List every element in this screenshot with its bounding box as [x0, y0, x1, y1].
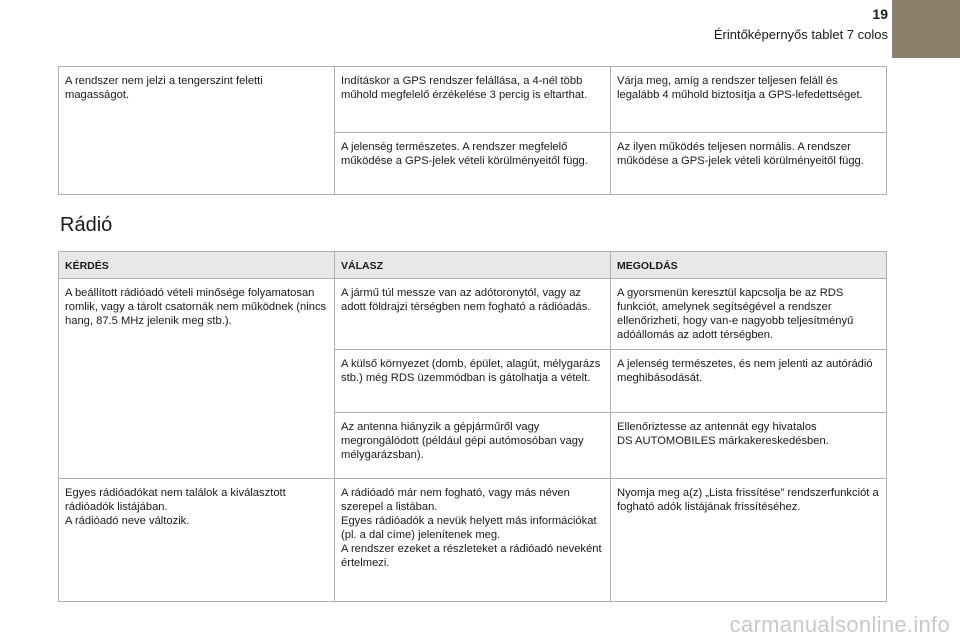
section-title-radio: Rádió — [60, 214, 113, 236]
solution-cell: A gyorsmenün keresztül kapcsolja be az RDS funkciót, amelynek segítségével a rendszer ellenőrizheti, hogy van-e nagyobb teljesítményű adóállomás az adott térségben. — [611, 279, 887, 350]
solution-cell: A jelenség természetes, és nem jelenti az autórádió meghibásodását. — [611, 350, 887, 413]
question-cell — [59, 479, 335, 602]
answer-cell: A jelenség természetes. A rendszer megfelelő működése a GPS-jelek vételi körülményeitől függ. — [335, 133, 611, 195]
table-row — [59, 479, 887, 602]
solution-cell — [611, 413, 887, 479]
solution-cell: Várja meg, amíg a rendszer teljesen feláll és legalább 4 műhold biztosítja a GPS-lefedettséget. — [611, 67, 887, 133]
question-line: Egyes rádióadókat nem találok a kiválasztott rádióadók listájában. — [65, 487, 286, 513]
answer-cell — [335, 479, 611, 602]
question-cell: A beállított rádióadó vételi minősége folyamatosan romlik, vagy a tárolt csatornák nem működnek (nincs hang, 87.5 MHz jelenik meg stb.). — [59, 279, 335, 479]
column-header-answer: VÁLASZ — [335, 252, 611, 279]
answer-cell: Az antenna hiányzik a gépjárműről vagy megrongálódott (például gépi autómosóban vagy mélygarázsban). — [335, 413, 611, 479]
answer-cell: Indításkor a GPS rendszer felállása, a 4-nél több műhold megfelelő érzékelése 3 percig is eltarthat. — [335, 67, 611, 133]
answer-cell: A jármű túl messze van az adótoronytól, vagy az adott földrajzi térségben nem fogható a rádióadás. — [335, 279, 611, 350]
solution-cell: Nyomja meg a(z) „Lista frissítése” rendszerfunkciót a fogható adók listájának frissítéséhez. — [611, 479, 887, 602]
table-header-row — [59, 252, 887, 279]
gps-table — [58, 66, 887, 195]
column-header-solution: MEGOLDÁS — [611, 252, 887, 279]
table-row — [59, 279, 887, 350]
question-line: A rádióadó neve változik. — [65, 515, 190, 527]
radio-table — [58, 251, 887, 602]
answer-line: Egyes rádióadók a nevük helyett más információkat (pl. a dal címe) jelenítenek meg. — [341, 515, 597, 541]
page-number: 19 — [872, 6, 888, 22]
solution-line: DS AUTOMOBILES márkakereskedésben. — [617, 435, 829, 447]
solution-line: Ellenőriztesse az antennát egy hivatalos — [617, 421, 817, 433]
answer-line: A rendszer ezeket a részleteket a rádióadó neveként értelmezi. — [341, 543, 602, 569]
corner-tab — [892, 0, 960, 58]
table-row — [59, 67, 887, 133]
answer-cell: A külső környezet (domb, épület, alagút, mélygarázs stb.) még RDS üzemmódban is gátolhatja a vételt. — [335, 350, 611, 413]
solution-cell: Az ilyen működés teljesen normális. A rendszer működése a GPS-jelek vételi körülményeitől függ. — [611, 133, 887, 195]
question-cell: A rendszer nem jelzi a tengerszint feletti magasságot. — [59, 67, 335, 195]
column-header-question: KÉRDÉS — [59, 252, 335, 279]
section-header: Érintőképernyős tablet 7 colos — [713, 27, 888, 42]
answer-line: A rádióadó már nem fogható, vagy más néven szerepel a listában. — [341, 487, 570, 513]
watermark: carmanualsonline.info — [729, 612, 950, 637]
